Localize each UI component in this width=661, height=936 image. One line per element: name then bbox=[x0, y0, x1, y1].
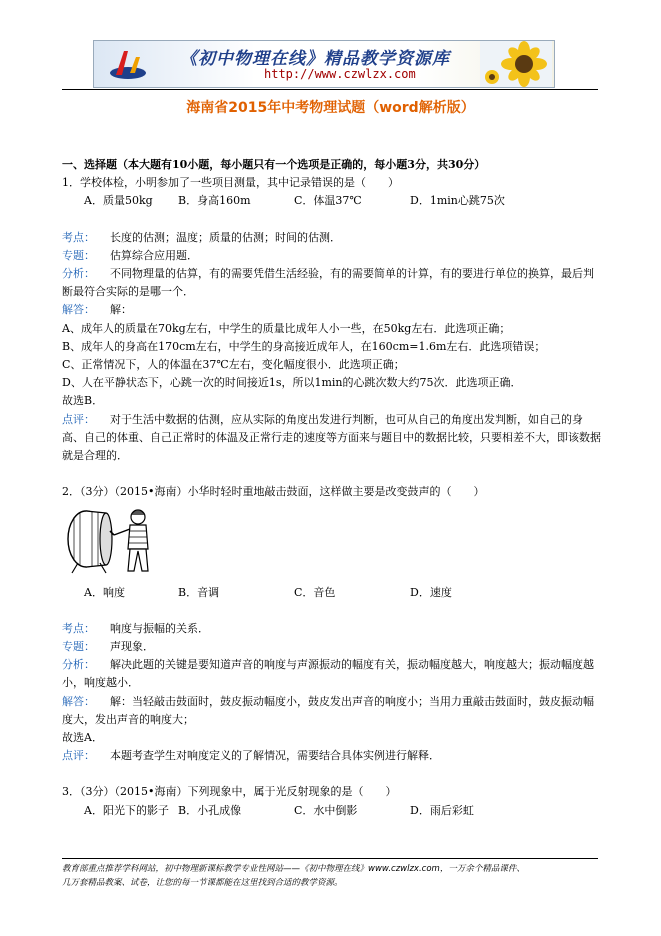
header-rule bbox=[62, 89, 598, 90]
header-banner bbox=[93, 40, 555, 88]
q1-zhuanti-text: 估算综合应用题． bbox=[110, 248, 198, 262]
q1-answer-line-a: A、成年人的质量在70kg左右，中学生的质量比成年人小一些，在50kg左右．此选项正确； bbox=[62, 321, 511, 335]
q3-stem: 3．（3分）（2015•海南）下列现象中，属于光反射现象的是（ ） bbox=[62, 785, 397, 799]
q3-option-d: D．雨后彩虹 bbox=[410, 803, 474, 817]
q1-fenxi-text: 不同物理量的估算，有的需要凭借生活经验，有的需要简单的计算，有的要进行单位的换算，最后判断最符合实际的是哪一个． bbox=[62, 267, 594, 299]
q2-jieda bbox=[62, 693, 602, 729]
q1-answer-line-d: D、人在平静状态下，心跳一次的时间接近1s，所以1min的心跳次数大约75次．此选项正确． bbox=[62, 376, 522, 390]
q1-jieda-intro: 解： bbox=[110, 303, 132, 317]
q2-fenxi-text: 解决此题的关键是要知道声音的响度与声源振动的幅度有关，振动幅度越大，响度越大；振动幅度越小，响度越小． bbox=[62, 658, 594, 690]
q1-jieda bbox=[62, 301, 602, 319]
q1-dianping-text: 对于生活中数据的估测，应从实际的角度出发进行判断，也可从自己的角度出发判断，如自己的身高、自己的体重、自己正常时的体温及正常行走的速度等方面来与题目中的数据比较，只要相差不大，即该数据就是合理的． bbox=[62, 412, 601, 463]
q1-option-c: C．体温37℃ bbox=[294, 194, 362, 208]
zhuanti-label: 专题： bbox=[62, 248, 95, 262]
footer-line-2: 几万套精品教案、试卷，让您的每一节课都能在这里找到合适的教学资源。 bbox=[62, 878, 343, 888]
dianping-label: 点评： bbox=[62, 749, 95, 763]
dianping-label: 点评： bbox=[62, 412, 95, 426]
q2-zhuanti-text: 声现象． bbox=[110, 640, 154, 654]
q2-dianping bbox=[62, 747, 602, 765]
document-title: 海南省2015年中考物理试题（word解析版） bbox=[186, 100, 475, 116]
q1-final-answer: 故选B． bbox=[62, 394, 104, 408]
q1-options bbox=[62, 192, 602, 210]
document-body bbox=[62, 156, 602, 820]
banner-title: 《初中物理在线》精品教学资源库 bbox=[180, 49, 450, 69]
footer-line-1: 教育部重点推荐学科网站，初中物理新课标教学专业性网站——《初中物理在线》www.czwlzx.com，一万余个精品课件、 bbox=[62, 864, 525, 874]
q1-answer-line-b: B、成年人的身高在170cm左右，中学生的身高接近成年人，在160cm=1.6m左右．此选项错误； bbox=[62, 339, 546, 353]
q1-option-d: D．1min心跳75次 bbox=[410, 194, 505, 208]
q1-option-b: B．身高160m bbox=[178, 194, 251, 208]
q1-stem: 1．学校体检，小明参加了一些项目测量，其中记录错误的是（ ） bbox=[62, 176, 399, 190]
footer-rule bbox=[62, 858, 598, 859]
q3-option-c: C．水中倒影 bbox=[294, 803, 358, 817]
q1-dianping bbox=[62, 411, 602, 466]
q2-kaodian bbox=[62, 620, 602, 638]
drum-illustration bbox=[64, 503, 164, 575]
kaodian-label: 考点： bbox=[62, 230, 95, 244]
sunflower-icon bbox=[480, 41, 552, 87]
jieda-label: 解答： bbox=[62, 694, 95, 708]
jieda-label: 解答： bbox=[62, 303, 95, 317]
q1-option-a: A．质量50kg bbox=[84, 194, 153, 208]
q1-kaodian bbox=[62, 229, 602, 247]
q2-option-b: B．音调 bbox=[178, 585, 220, 599]
q2-fenxi bbox=[62, 656, 602, 692]
q2-stem: 2．（3分）（2015•海南）小华时轻时重地敲击鼓面，这样做主要是改变鼓声的（ ） bbox=[62, 485, 485, 499]
fenxi-label: 分析： bbox=[62, 267, 95, 281]
section-heading: 一、选择题（本大题有10小题，每小题只有一个选项是正确的，每小题3分，共30分） bbox=[62, 158, 486, 171]
q2-dianping-text: 本题考查学生对响度定义的了解情况，需要结合具体实例进行解释． bbox=[110, 749, 440, 763]
q2-option-c: C．音色 bbox=[294, 585, 336, 599]
q2-final-answer: 故选A． bbox=[62, 731, 103, 745]
zhuanti-label: 专题： bbox=[62, 640, 95, 654]
banner-url: http://www.czwlzx.com bbox=[264, 67, 416, 81]
q2-option-d: D．速度 bbox=[410, 585, 452, 599]
page-footer bbox=[62, 862, 602, 890]
q1-kaodian-text: 长度的估测；温度；质量的估测；时间的估测． bbox=[110, 230, 341, 244]
q1-zhuanti bbox=[62, 247, 602, 265]
site-logo-icon bbox=[108, 47, 148, 81]
q2-jieda-text: 解：当轻敲击鼓面时，鼓皮振动幅度小，鼓皮发出声音的响度小；当用力重敲击鼓面时，鼓皮振动幅度大，发出声音的响度大； bbox=[62, 694, 594, 726]
q2-zhuanti bbox=[62, 638, 602, 656]
q2-option-a: A．响度 bbox=[84, 585, 125, 599]
q1-fenxi bbox=[62, 265, 602, 301]
q2-kaodian-text: 响度与振幅的关系． bbox=[110, 621, 209, 635]
kaodian-label: 考点： bbox=[62, 621, 95, 635]
q2-options bbox=[62, 584, 602, 602]
q3-options bbox=[62, 802, 602, 820]
q1-answer-line-c: C、正常情况下，人的体温在37℃左右，变化幅度很小．此选项正确； bbox=[62, 358, 405, 372]
q3-option-a: A．阳光下的影子 bbox=[84, 803, 169, 817]
fenxi-label: 分析： bbox=[62, 658, 95, 672]
q3-option-b: B．小孔成像 bbox=[178, 803, 242, 817]
